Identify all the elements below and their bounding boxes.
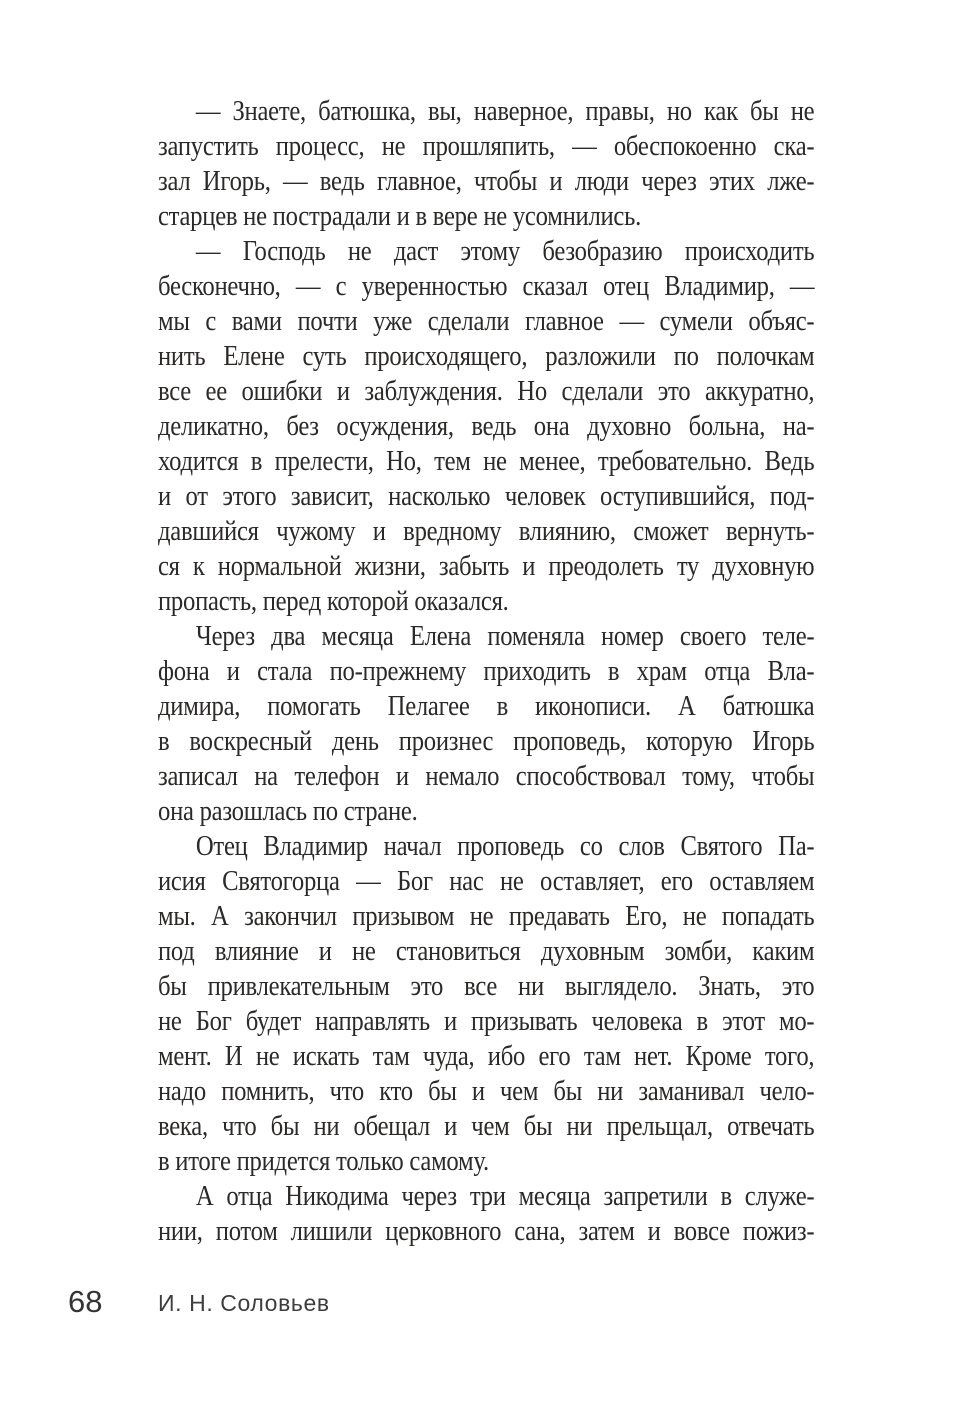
text-line: надо помнить, что кто бы и чем бы ни заманивал чело- (158, 1076, 815, 1107)
page-number: 68 (68, 1284, 103, 1319)
text-line: А отца Никодима через три месяца запретили в служе- (195, 1181, 815, 1212)
text-line: зал Игорь, — ведь главное, чтобы и люди через этих лже- (158, 166, 815, 197)
text-line: мы. А закончил призывом не предавать Его, не попадать (158, 901, 815, 932)
text-line: старцев не пострадали и в вере не усомнились. (158, 201, 642, 232)
text-line: Отец Владимир начал проповедь со слов Святого Па- (195, 831, 815, 862)
page-footer (0, 1286, 970, 1326)
text-line: в итоге придется только самому. (158, 1146, 489, 1177)
text-line: деликатно, без осуждения, ведь она духовно больна, на- (158, 411, 815, 442)
text-line: — Господь не даст этому безобразию происходить (195, 236, 815, 267)
text-line: Через два месяца Елена поменяла номер своего теле- (195, 621, 815, 652)
text-line: запустить процесс, не прошляпить, — обеспокоенно ска- (158, 131, 815, 162)
text-line: в воскресный день произнес проповедь, которую Игорь (158, 726, 815, 757)
text-line: все ее ошибки и заблуждения. Но сделали это аккуратно, (158, 376, 815, 407)
running-head-author: И. Н. Соловьев (158, 1290, 330, 1316)
text-line: не Бог будет направлять и призывать человека в этот мо- (158, 1006, 815, 1037)
text-line: записал на телефон и немало способствовал тому, чтобы (158, 761, 815, 792)
text-line: века, что бы ни обещал и чем бы ни прельщал, отвечать (158, 1111, 815, 1142)
text-line: мент. И не искать там чуда, ибо его там нет. Кроме того, (158, 1041, 815, 1072)
text-line: нии, потом лишили церковного сана, затем и вовсе пожиз- (158, 1216, 815, 1247)
text-line: она разошлась по стране. (158, 796, 418, 827)
text-line: ся к нормальной жизни, забыть и преодолеть ту духовную (158, 551, 815, 582)
text-line: и от этого зависит, насколько человек оступившийся, под- (158, 481, 815, 512)
text-line: исия Святогорца — Бог нас не оставляет, его оставляем (158, 866, 815, 897)
text-line: — Знаете, батюшка, вы, наверное, правы, но как бы не (195, 96, 815, 127)
text-line: давшийся чужому и вредному влиянию, сможет вернуть- (158, 516, 815, 547)
text-line: бы привлекательным это все ни выглядело. Знать, это (158, 971, 815, 1002)
text-block (158, 94, 814, 1249)
text-line: нить Елене суть происходящего, разложили по полочкам (158, 341, 815, 372)
text-line: димира, помогать Пелагее в иконописи. А батюшка (158, 691, 815, 722)
text-line: под влияние и не становиться духовным зомби, каким (158, 936, 815, 967)
text-line: фона и стала по-прежнему приходить в храм отца Вла- (158, 656, 815, 687)
text-line: бесконечно, — с уверенностью сказал отец Владимир, — (158, 271, 815, 302)
text-line: ходится в прелести, Но, тем не менее, требовательно. Ведь (158, 446, 815, 477)
text-line: мы с вами почти уже сделали главное — сумели объяс- (158, 306, 815, 337)
text-line: пропасть, перед которой оказался. (158, 586, 509, 617)
